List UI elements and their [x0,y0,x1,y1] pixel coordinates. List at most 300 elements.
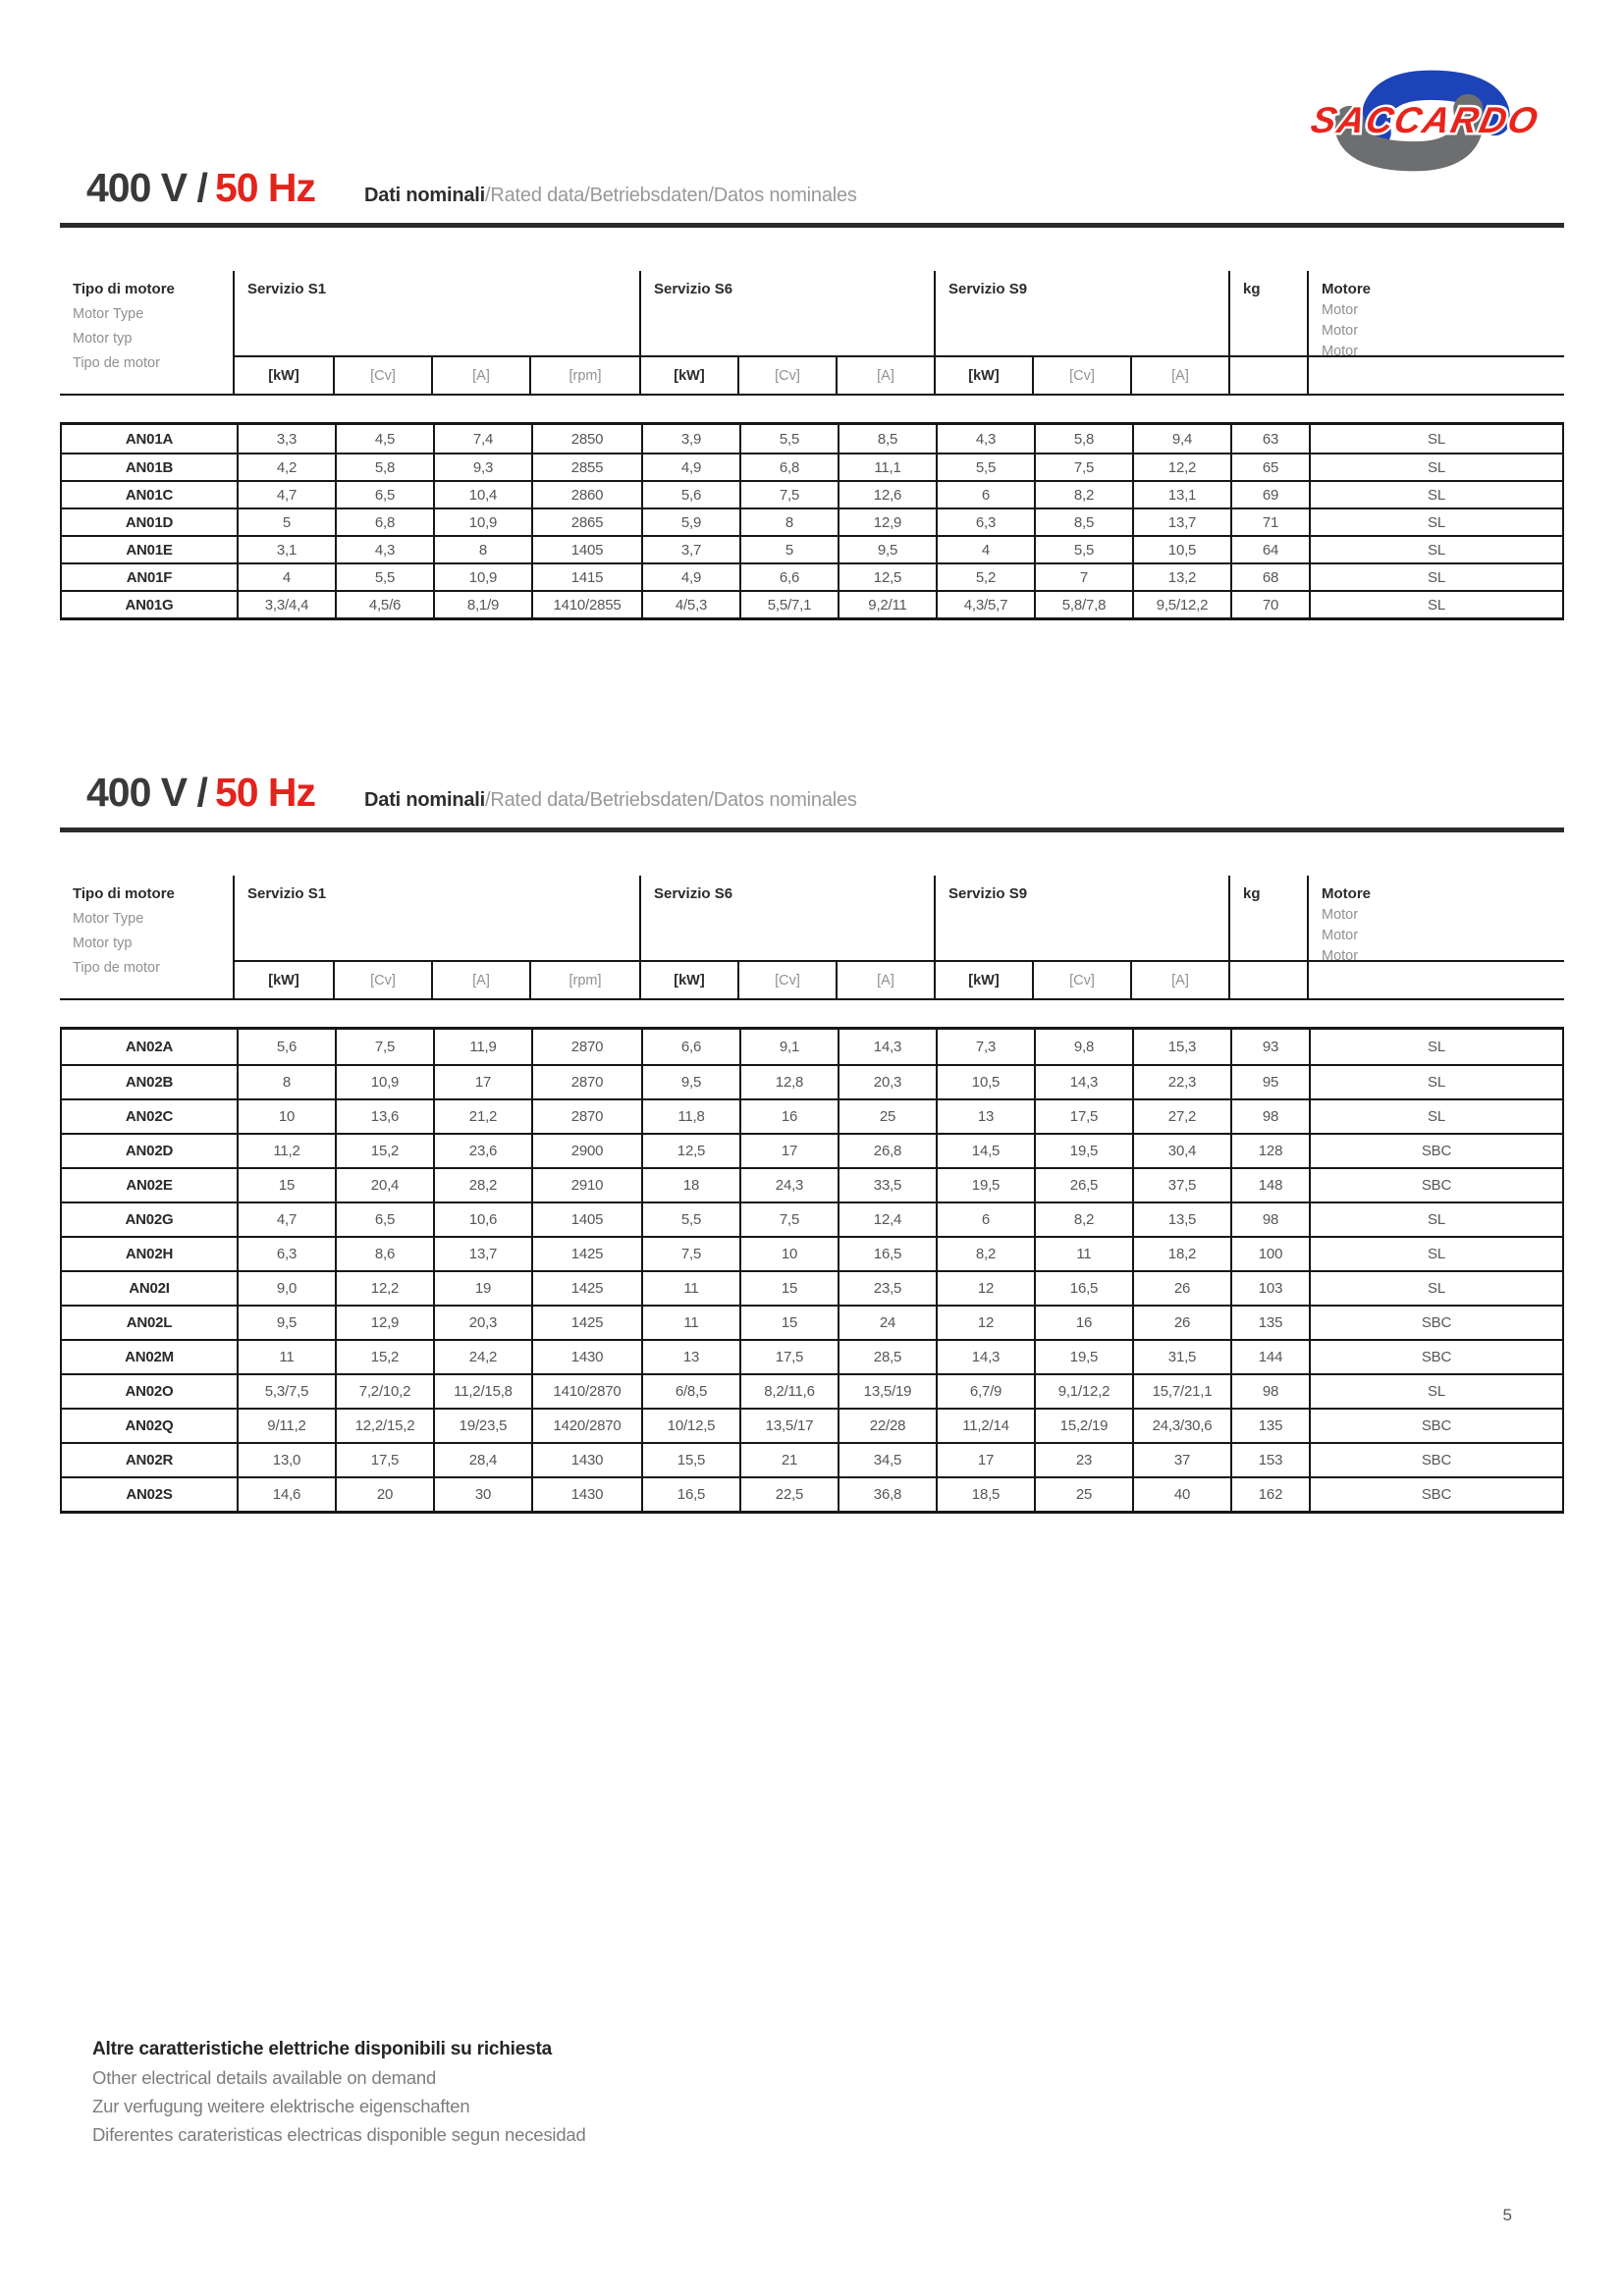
unit-header-a: [A] [836,962,934,998]
table-row [62,453,1562,480]
s1-a-cell: 10,4 [433,482,531,507]
s9-kw-cell: 13 [936,1100,1034,1133]
s9-cv-cell: 9,1/12,2 [1034,1375,1132,1408]
unit-header-kw: [kW] [934,962,1032,998]
s6-kw-cell: 15,5 [641,1444,739,1476]
unit-header-kw: [kW] [268,972,299,988]
s1-a-cell: 9,3 [433,454,531,480]
table-row [62,1408,1562,1442]
motore-cell: SBC [1309,1444,1562,1476]
s9-a-cell: 13,5 [1132,1203,1230,1236]
s1-cv-cell: 5,5 [335,564,433,590]
s9-cv-cell: 23 [1034,1444,1132,1476]
s1-rpm-cell: 2850 [531,425,641,453]
s6-a-cell: 20,3 [838,1066,936,1098]
s9-kw-cell: 17 [936,1444,1034,1476]
s9-kw-cell: 18,5 [936,1478,1034,1511]
motor-type-sub: Tipo de motor [73,960,160,976]
s6-cv-cell: 21 [739,1444,838,1476]
motore-cell: SL [1309,592,1562,617]
motor-type-cell: AN02Q [125,1417,174,1434]
unit-header-a: [A] [431,962,529,998]
motore-sub: Motor [1322,323,1359,339]
unit-header-motore-spacer [1307,357,1564,394]
s9-a-cell: 9,5/12,2 [1132,592,1230,617]
kg-cell: 135 [1230,1410,1309,1442]
s1-kw-cell: 3,3 [237,425,335,453]
s9-a-cell: 30,4 [1132,1135,1230,1167]
s6-a-cell: 28,5 [838,1341,936,1373]
unit-header-rpm: [rpm] [529,962,639,998]
s9-a-cell: 26 [1132,1307,1230,1339]
s9-cv-cell: 8,2 [1034,482,1132,507]
s9-a-cell: 13,7 [1132,509,1230,535]
s6-cv-cell: 7,5 [739,1203,838,1236]
table-row [62,1064,1562,1098]
table-row [62,1167,1562,1201]
s1-a-cell: 19 [433,1272,531,1305]
kg-cell: 69 [1230,482,1309,507]
motore-cell: SL [1309,1100,1562,1133]
motore-cell: SL [1309,1066,1562,1098]
motor-type-cell: AN02M [125,1349,174,1365]
saccardo-wordmark: SACCARDO [1307,99,1543,140]
s6-cv-cell: 17,5 [739,1341,838,1373]
s6-kw-cell: 10/12,5 [641,1410,739,1442]
unit-header-kg-spacer [1228,962,1307,998]
voltage-label: 400 V / [86,770,207,815]
s9-kw-cell: 8,2 [936,1238,1034,1270]
unit-header-kg-spacer [1228,357,1307,394]
s9-cv-cell: 19,5 [1034,1135,1132,1167]
s1-cv-cell: 12,2/15,2 [335,1410,433,1442]
s6-cv-cell: 7,5 [739,482,838,507]
unit-header-kw: [kW] [639,962,737,998]
motor-type-sub: Motor Type [73,306,144,322]
s6-kw-cell: 11,8 [641,1100,739,1133]
motore-cell: SL [1309,425,1562,453]
motor-type-cell: AN02E [126,1177,173,1194]
s1-kw-cell: 11 [237,1341,335,1373]
s9-cv-cell: 16,5 [1034,1272,1132,1305]
s1-kw-cell: 9/11,2 [237,1410,335,1442]
unit-header-cv: [Cv] [737,357,836,394]
unit-header-a: [A] [431,357,529,394]
motor-type-column-header [60,876,235,998]
s6-cv-cell: 15 [739,1272,838,1305]
s1-a-cell: 10,6 [433,1203,531,1236]
s1-a-cell: 30 [433,1478,531,1511]
motor-type-cell: AN02B [125,1074,174,1091]
subtitle-rest: /Rated data/Betriebsdaten/Datos nominales [485,789,857,811]
motor-type-cell: AN01C [125,486,174,504]
s1-rpm-cell: 1430 [531,1444,641,1476]
motor-type-cell: AN02I [129,1280,170,1297]
motore-cell: SL [1309,564,1562,590]
s1-kw-cell: 9,5 [237,1307,335,1339]
s9-kw-cell: 12 [936,1272,1034,1305]
table-row [62,1236,1562,1270]
s1-kw-cell: 4,2 [237,454,335,480]
s1-a-cell: 28,2 [433,1169,531,1201]
motore-cell: SBC [1309,1135,1562,1167]
unit-header-a: [A] [1130,357,1228,394]
kg-cell: 135 [1230,1307,1309,1339]
s1-kw-cell: 14,6 [237,1478,335,1511]
kg-cell: 68 [1230,564,1309,590]
table-row [62,425,1562,453]
motor-type-cell: AN01B [125,458,174,476]
s9-kw-cell: 7,3 [936,1030,1034,1064]
s1-kw-cell: 4,7 [237,1203,335,1236]
s9-kw-cell: 6,3 [936,509,1034,535]
motore-column-header [1307,271,1564,357]
motore-cell: SBC [1309,1478,1562,1511]
s1-cv-cell: 15,2 [335,1135,433,1167]
s1-rpm-cell: 1430 [531,1341,641,1373]
s1-rpm-cell: 2855 [531,454,641,480]
motor-type-sub: Motor Type [73,911,144,927]
s1-cv-cell: 5,8 [335,454,433,480]
motor-type-sub: Motor typ [73,935,133,951]
s1-a-cell: 20,3 [433,1307,531,1339]
unit-header-cv: [Cv] [1032,962,1130,998]
s9-kw-cell: 14,5 [936,1135,1034,1167]
motore-title: Motore [1322,885,1371,902]
motor-type-cell: AN02R [125,1452,174,1468]
motore-cell: SL [1309,537,1562,562]
s1-rpm-cell: 1425 [531,1238,641,1270]
ratings-table-1-body [60,422,1564,620]
s9-a-cell: 37 [1132,1444,1230,1476]
s6-a-cell: 16,5 [838,1238,936,1270]
motor-type-cell: AN02O [125,1383,174,1400]
s9-kw-cell: 6,7/9 [936,1375,1034,1408]
ratings-table-2-body [60,1027,1564,1514]
unit-header-cv: [Cv] [1032,357,1130,394]
s6-cv-cell: 5,5/7,1 [739,592,838,617]
s9-cv-cell: 8,5 [1034,509,1132,535]
s9-a-cell: 10,5 [1132,537,1230,562]
service-s1-header: Servizio S1 [235,876,639,962]
s1-kw-cell: 8 [237,1066,335,1098]
motore-cell: SL [1309,1272,1562,1305]
s1-rpm-cell: 2870 [531,1030,641,1064]
s6-a-cell: 11,1 [838,454,936,480]
s1-rpm-cell: 1410/2870 [531,1375,641,1408]
motore-cell: SL [1309,1203,1562,1236]
subtitle [364,789,857,812]
kg-column-header: kg [1228,271,1307,357]
footer-note-line: Other electrical details available on demand [92,2067,437,2088]
page-title [86,165,315,210]
motor-type-title: Tipo di motore [73,885,175,902]
motor-type-cell: AN01G [125,596,174,614]
s1-cv-cell: 6,8 [335,509,433,535]
s9-cv-cell: 11 [1034,1238,1132,1270]
motor-type-cell: AN01F [126,568,173,586]
s9-a-cell: 15,7/21,1 [1132,1375,1230,1408]
motore-cell: SL [1309,509,1562,535]
kg-cell: 70 [1230,592,1309,617]
s6-a-cell: 9,2/11 [838,592,936,617]
service-s6-header: Servizio S6 [639,876,934,962]
s9-kw-cell: 5,5 [936,454,1034,480]
kg-cell: 103 [1230,1272,1309,1305]
s6-kw-cell: 7,5 [641,1238,739,1270]
s1-cv-cell: 4,5 [335,425,433,453]
table-row [62,1030,1562,1064]
s9-cv-cell: 25 [1034,1478,1132,1511]
s1-a-cell: 23,6 [433,1135,531,1167]
motore-cell: SL [1309,1238,1562,1270]
s1-rpm-cell: 1405 [531,1203,641,1236]
s1-cv-cell: 12,9 [335,1307,433,1339]
unit-header-rpm: [rpm] [529,357,639,394]
s9-cv-cell: 9,8 [1034,1030,1132,1064]
table-row [62,1133,1562,1167]
frequency-label: 50 Hz [214,770,316,815]
kg-cell: 98 [1230,1375,1309,1408]
s9-cv-cell: 14,3 [1034,1066,1132,1098]
s9-a-cell: 12,2 [1132,454,1230,480]
subtitle [364,185,857,207]
s1-kw-cell: 9,0 [237,1272,335,1305]
s6-kw-cell: 11 [641,1272,739,1305]
subtitle-bold: Dati nominali [364,789,486,811]
kg-cell: 98 [1230,1203,1309,1236]
motor-type-cell: AN02L [126,1314,173,1331]
s1-cv-cell: 4,3 [335,537,433,562]
service-s9-header: Servizio S9 [934,271,1228,357]
kg-cell: 65 [1230,454,1309,480]
table-row [62,590,1562,617]
unit-header-cv: [Cv] [333,357,431,394]
s6-cv-cell: 15 [739,1307,838,1339]
s6-cv-cell: 6,6 [739,564,838,590]
s6-a-cell: 34,5 [838,1444,936,1476]
s9-cv-cell: 26,5 [1034,1169,1132,1201]
s9-a-cell: 31,5 [1132,1341,1230,1373]
s9-cv-cell: 7 [1034,564,1132,590]
table-row [62,1339,1562,1373]
s6-kw-cell: 5,6 [641,482,739,507]
s9-kw-cell: 5,2 [936,564,1034,590]
s1-rpm-cell: 1415 [531,564,641,590]
s6-kw-cell: 6,6 [641,1030,739,1064]
table-row [62,507,1562,535]
s9-a-cell: 13,1 [1132,482,1230,507]
saccardo-logo [1274,55,1571,185]
s9-cv-cell: 7,5 [1034,454,1132,480]
motor-type-sub: Tipo de motor [73,355,160,371]
s6-cv-cell: 8,2/11,6 [739,1375,838,1408]
table-row [62,1305,1562,1339]
s9-kw-cell: 14,3 [936,1341,1034,1373]
kg-cell: 71 [1230,509,1309,535]
s6-cv-cell: 6,8 [739,454,838,480]
kg-cell: 63 [1230,425,1309,453]
s1-a-cell: 11,2/15,8 [433,1375,531,1408]
s1-kw-cell: 15 [237,1169,335,1201]
s1-a-cell: 10,9 [433,564,531,590]
kg-cell: 98 [1230,1100,1309,1133]
motor-type-title: Tipo di motore [73,281,175,297]
s6-a-cell: 33,5 [838,1169,936,1201]
s6-kw-cell: 6/8,5 [641,1375,739,1408]
motore-cell: SBC [1309,1307,1562,1339]
s9-kw-cell: 12 [936,1307,1034,1339]
s9-kw-cell: 6 [936,482,1034,507]
s1-rpm-cell: 1420/2870 [531,1410,641,1442]
s1-cv-cell: 13,6 [335,1100,433,1133]
s1-rpm-cell: 1425 [531,1272,641,1305]
table-row [62,535,1562,562]
s9-cv-cell: 19,5 [1034,1341,1132,1373]
ratings-table-1-header [60,271,1564,396]
s1-rpm-cell: 1425 [531,1307,641,1339]
s6-cv-cell: 13,5/17 [739,1410,838,1442]
s9-a-cell: 13,2 [1132,564,1230,590]
s6-a-cell: 12,9 [838,509,936,535]
s1-rpm-cell: 2910 [531,1169,641,1201]
motore-cell: SL [1309,1030,1562,1064]
table-row [62,1476,1562,1511]
s6-kw-cell: 4/5,3 [641,592,739,617]
s1-cv-cell: 15,2 [335,1341,433,1373]
s1-kw-cell: 3,3/4,4 [237,592,335,617]
s6-cv-cell: 5,5 [739,425,838,453]
s1-a-cell: 17 [433,1066,531,1098]
footer-note-line: Zur verfugung weitere elektrische eigenschaften [92,2096,470,2116]
table-row [62,1098,1562,1133]
s1-cv-cell: 7,2/10,2 [335,1375,433,1408]
s9-kw-cell: 11,2/14 [936,1410,1034,1442]
motore-sub: Motor [1322,344,1359,359]
s6-kw-cell: 9,5 [641,1066,739,1098]
s1-a-cell: 24,2 [433,1341,531,1373]
table-row [62,1201,1562,1236]
s9-cv-cell: 5,5 [1034,537,1132,562]
s6-cv-cell: 5 [739,537,838,562]
footer-note [92,2039,1564,2146]
s1-a-cell: 13,7 [433,1238,531,1270]
s1-rpm-cell: 1405 [531,537,641,562]
kg-cell: 148 [1230,1169,1309,1201]
divider-rule [60,223,1564,228]
s6-a-cell: 36,8 [838,1478,936,1511]
s6-a-cell: 13,5/19 [838,1375,936,1408]
s6-a-cell: 22/28 [838,1410,936,1442]
footer-note-bold: Altre caratteristiche elettriche disponibili su richiesta [92,2039,552,2059]
unit-header-kw: [kW] [934,357,1032,394]
unit-header-a: [A] [1130,962,1228,998]
s9-cv-cell: 17,5 [1034,1100,1132,1133]
s1-kw-cell: 5,3/7,5 [237,1375,335,1408]
motore-cell: SL [1309,482,1562,507]
s6-kw-cell: 12,5 [641,1135,739,1167]
motor-type-cell: AN02S [126,1486,173,1503]
s1-a-cell: 28,4 [433,1444,531,1476]
s9-cv-cell: 5,8/7,8 [1034,592,1132,617]
subtitle-bold: Dati nominali [364,185,486,206]
s1-kw-cell: 10 [237,1100,335,1133]
s1-kw-cell: 5 [237,509,335,535]
table-row [62,1442,1562,1476]
s1-cv-cell: 20,4 [335,1169,433,1201]
motore-title: Motore [1322,281,1371,297]
s9-cv-cell: 8,2 [1034,1203,1132,1236]
s6-kw-cell: 5,9 [641,509,739,535]
s1-a-cell: 7,4 [433,425,531,453]
s9-kw-cell: 6 [936,1203,1034,1236]
s1-a-cell: 11,9 [433,1030,531,1064]
s9-kw-cell: 4 [936,537,1034,562]
s1-rpm-cell: 1430 [531,1478,641,1511]
s1-cv-cell: 17,5 [335,1444,433,1476]
unit-header-a: [A] [836,357,934,394]
s6-kw-cell: 5,5 [641,1203,739,1236]
kg-cell: 93 [1230,1030,1309,1064]
table-row [62,1373,1562,1408]
kg-cell: 95 [1230,1066,1309,1098]
motore-cell: SL [1309,1375,1562,1408]
s9-cv-cell: 15,2/19 [1034,1410,1132,1442]
section-2 [60,620,1564,1514]
frequency-label: 50 Hz [214,165,316,210]
motore-sub: Motor [1322,928,1359,943]
motore-column-header [1307,876,1564,962]
s9-a-cell: 15,3 [1132,1030,1230,1064]
s1-a-cell: 10,9 [433,509,531,535]
voltage-label: 400 V / [86,165,207,210]
kg-cell: 162 [1230,1478,1309,1511]
kg-cell: 144 [1230,1341,1309,1373]
s6-cv-cell: 22,5 [739,1478,838,1511]
service-s6-header: Servizio S6 [639,271,934,357]
service-s9-header: Servizio S9 [934,876,1228,962]
motore-sub: Motor [1322,302,1359,318]
s1-rpm-cell: 2860 [531,482,641,507]
s6-kw-cell: 3,9 [641,425,739,453]
s6-a-cell: 14,3 [838,1030,936,1064]
s6-a-cell: 12,6 [838,482,936,507]
page-title [86,770,315,815]
s1-rpm-cell: 2900 [531,1135,641,1167]
section-2-title-row [60,620,1564,815]
s9-a-cell: 24,3/30,6 [1132,1410,1230,1442]
s9-a-cell: 37,5 [1132,1169,1230,1201]
s6-a-cell: 8,5 [838,425,936,453]
s1-kw-cell: 6,3 [237,1238,335,1270]
motor-type-column-header [60,271,235,394]
s1-rpm-cell: 2870 [531,1100,641,1133]
divider-rule [60,828,1564,832]
s6-cv-cell: 8 [739,509,838,535]
s6-kw-cell: 4,9 [641,454,739,480]
s1-rpm-cell: 2870 [531,1066,641,1098]
s1-rpm-cell: 2865 [531,509,641,535]
s6-a-cell: 25 [838,1100,936,1133]
s9-cv-cell: 16 [1034,1307,1132,1339]
unit-header-kw: [kW] [268,367,299,384]
s6-cv-cell: 17 [739,1135,838,1167]
motor-type-cell: AN01D [125,513,174,531]
table-row [62,480,1562,507]
s1-cv-cell: 10,9 [335,1066,433,1098]
footer-note-line: Diferentes carateristicas electricas disponible segun necesidad [92,2124,586,2145]
motore-sub: Motor [1322,948,1359,964]
